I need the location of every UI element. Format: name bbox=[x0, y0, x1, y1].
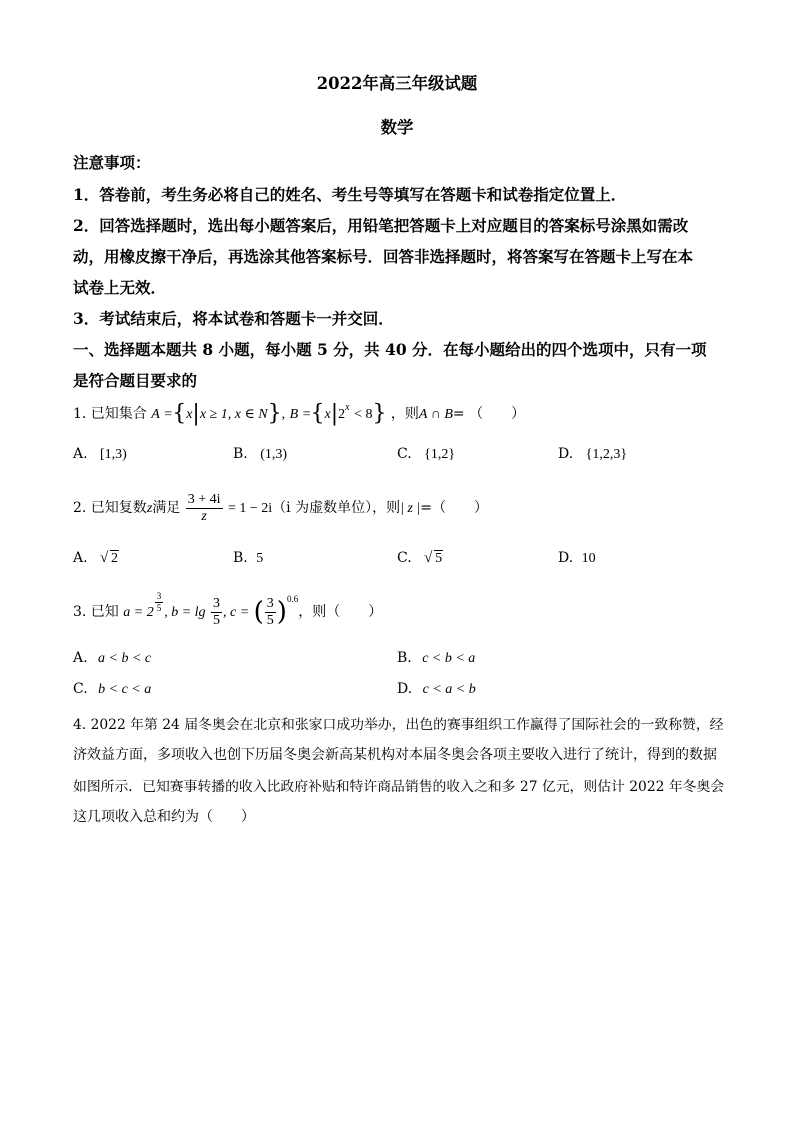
question-1-suffix-tail: = （ ） bbox=[452, 406, 526, 422]
option-label: A. bbox=[73, 550, 88, 566]
option-label: C. bbox=[397, 446, 412, 462]
option-value: 10 bbox=[581, 551, 596, 566]
notice-item-2-line-3: 试卷上无效． bbox=[73, 278, 167, 297]
c-fraction bbox=[265, 597, 276, 628]
question-3-tail: ，则（ ） bbox=[298, 604, 383, 620]
option-label: B. bbox=[233, 446, 248, 462]
expr-c: , c = bbox=[223, 605, 250, 620]
question-1-prefix: 1. 已知集合 bbox=[73, 406, 147, 422]
question-4-line-3: 如图所示．已知赛事转播的收入比政府补贴和特许商品销售的收入之和多 27 亿元，则估计 2022 年冬奥会 bbox=[73, 779, 725, 795]
set-b-var: x bbox=[324, 407, 331, 422]
set-a-label: A bbox=[151, 407, 160, 422]
exam-title: 2022年高三年级试题 bbox=[316, 74, 478, 93]
option-value: 5 bbox=[256, 551, 264, 566]
q3-option-a[interactable] bbox=[73, 650, 151, 667]
expr-a: a = 2 bbox=[123, 605, 154, 620]
option-label: D. bbox=[397, 681, 413, 697]
notice-item-1: 1．答卷前，考生务必将自己的姓名、考生号等填写在答题卡和试卷指定位置上． bbox=[73, 185, 627, 204]
option-value: c < b < a bbox=[422, 651, 476, 666]
question-1-expression: A ∩ B bbox=[418, 407, 453, 422]
q1-option-a[interactable] bbox=[73, 446, 127, 463]
notice-item-2-line-2: 动，用橡皮擦干净后，再选涂其他答案标号．回答非选择题时，将答案写在答题卡上写在本 bbox=[73, 247, 694, 266]
question-2-stem bbox=[73, 490, 488, 527]
modulus-expression: | z | bbox=[400, 501, 421, 516]
option-value: (1,3) bbox=[260, 447, 288, 462]
option-value: c < a < b bbox=[422, 682, 476, 697]
option-value: 2 bbox=[111, 551, 119, 566]
q1-option-b[interactable] bbox=[233, 446, 287, 463]
question-2-tail: =（ ） bbox=[420, 500, 488, 516]
option-label: C. bbox=[397, 550, 412, 566]
fraction-numerator: 3 + 4i bbox=[187, 491, 221, 507]
notice-item-3: 3．考试结束后，将本试卷和答题卡一并交回． bbox=[73, 309, 394, 328]
q1-option-c[interactable] bbox=[397, 446, 455, 463]
q2-option-a[interactable] bbox=[73, 550, 119, 567]
q3-option-d[interactable] bbox=[397, 681, 476, 698]
option-label: D. bbox=[558, 550, 574, 566]
notice-item-2-line-1: 2．回答选择题时，选出每小题答案后，用铅笔把答题卡上对应题目的答案标号涂黑如需改 bbox=[73, 216, 689, 235]
q3-option-b[interactable] bbox=[397, 650, 475, 667]
section-heading-line-2: 是符合题目要求的 bbox=[73, 371, 198, 390]
c-denominator: 5 bbox=[266, 612, 274, 628]
question-4-line-4: 这几项收入总和约为（ ） bbox=[73, 809, 255, 825]
question-2-note: （i 为虚数单位），则 bbox=[272, 500, 401, 516]
option-label: B. bbox=[233, 550, 248, 566]
b-fraction bbox=[211, 597, 222, 628]
q3-option-c[interactable] bbox=[73, 681, 151, 698]
b-denominator: 5 bbox=[213, 612, 221, 628]
option-label: A. bbox=[73, 650, 88, 666]
option-value: {1,2} bbox=[424, 447, 456, 462]
set-b-bound: < 8 bbox=[354, 407, 373, 422]
fraction-denominator: z bbox=[201, 508, 207, 524]
set-b-exponent: x bbox=[345, 402, 350, 413]
q2-option-b[interactable] bbox=[233, 550, 263, 567]
question-3-stem: 3. 已知 a = 2 $\frac{3}{5}$ , b = lg $\frac{3}{5}$ , c = ( $\frac{3}{5}$ )$^{0.6}$，则（ ） bbox=[73, 590, 383, 628]
question-1-stem: 1. 已知集合 A ={x|x ≥ 1, x ∈ N}, $B =\{x|2^x < 8\}$ ，则A ∩ B= （ ） bbox=[73, 401, 526, 426]
b-numerator: 3 bbox=[213, 595, 221, 611]
set-b-label: B bbox=[289, 407, 299, 422]
option-label: B. bbox=[397, 650, 412, 666]
option-value: b < c < a bbox=[98, 682, 152, 697]
option-value: {1,2,3} bbox=[585, 447, 628, 462]
question-4-line-1: 4. 2022 年第 24 届冬奥会在北京和张家口成功举办，出色的赛事组织工作赢得了国际社会的一致称赞，经 bbox=[73, 717, 724, 733]
set-b-base: 2 bbox=[338, 407, 346, 422]
option-label: A. bbox=[73, 446, 88, 462]
q1-option-d[interactable] bbox=[558, 446, 627, 463]
option-value: [1,3) bbox=[100, 447, 127, 462]
set-a-condition: x ≥ 1, x ∈ N bbox=[199, 407, 268, 422]
a-exponent-denominator: 5 bbox=[156, 602, 162, 613]
option-value: a < b < c bbox=[98, 651, 152, 666]
notice-heading: 注意事项： bbox=[73, 153, 151, 172]
c-numerator: 3 bbox=[266, 595, 274, 611]
section-heading-line-1: 一、选择题本题共 8 小题，每小题 5 分，共 40 分．在每小题给出的四个选项中，只有一项 bbox=[73, 340, 707, 359]
q2-option-c[interactable] bbox=[397, 550, 443, 567]
question-3-prefix: 3. 已知 bbox=[73, 604, 119, 620]
question-4-line-2: 济效益方面，多项收入也创下历届冬奥会新高某机构对本届冬奥会各项主要收入进行了统计，得到的数据 bbox=[73, 747, 717, 763]
c-exponent: 0.6 bbox=[286, 594, 299, 604]
equation-rhs: = 1 − 2i bbox=[227, 501, 273, 516]
question-2-mid: 满足 bbox=[152, 500, 181, 516]
complex-fraction bbox=[186, 493, 223, 524]
question-1-suffix-lead: ，则 bbox=[390, 406, 419, 422]
question-2-prefix: 2. 已知复数 bbox=[73, 500, 147, 516]
a-exponent-numerator: 3 bbox=[156, 590, 162, 601]
a-exponent bbox=[155, 592, 164, 613]
subject-title: 数学 bbox=[380, 118, 414, 137]
option-value: 5 bbox=[435, 551, 443, 566]
q2-option-d[interactable] bbox=[558, 550, 596, 567]
sqrt-symbol bbox=[100, 551, 119, 567]
sqrt-symbol bbox=[424, 551, 443, 567]
expr-b: , b = lg bbox=[164, 605, 206, 620]
complex-var: z bbox=[146, 501, 153, 516]
option-label: D. bbox=[558, 446, 574, 462]
option-label: C. bbox=[73, 681, 88, 697]
